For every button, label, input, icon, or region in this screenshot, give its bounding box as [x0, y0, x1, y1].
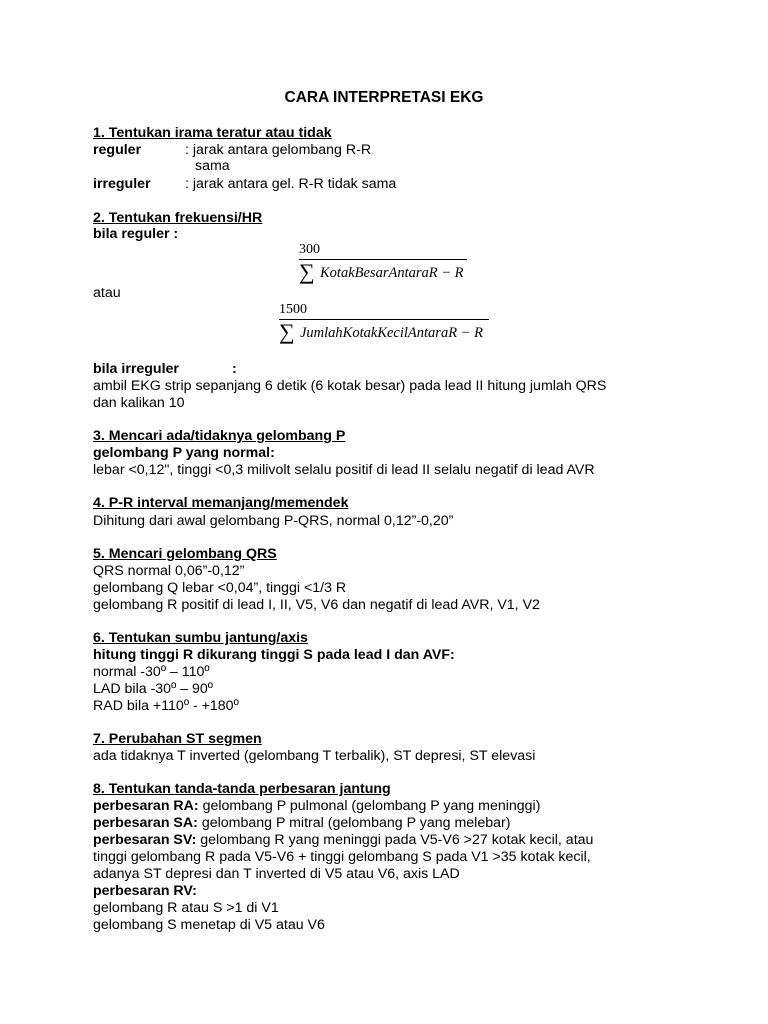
- perbesaran-sv-text: gelombang R yang meninggi pada V5-V6 >27 kotak kecil, atau: [196, 832, 594, 848]
- perbesaran-sa-text: gelombang P mitral (gelombang P yang melebar): [197, 815, 511, 831]
- perbesaran-sv-label: perbesaran SV:: [93, 832, 197, 848]
- section-3-heading: 3. Mencari ada/tidaknya gelombang P: [93, 428, 346, 444]
- section-2-heading: 2. Tentukan frekuensi/HR: [93, 210, 263, 226]
- irreguler-instruction-2: dan kalikan 10: [93, 395, 185, 411]
- section-7-text: ada tidaknya T inverted (gelombang T terbalik), ST depresi, ST elevasi: [93, 748, 536, 764]
- formula-300-sigma: ∑: [299, 259, 315, 284]
- perbesaran-rv-label: perbesaran RV:: [93, 883, 197, 899]
- section-3-subheading: gelombang P yang normal:: [93, 445, 275, 461]
- formula-300-denominator: KotakBesarAntaraR − R: [320, 265, 464, 281]
- bila-irreguler-label: bila irreguler: [93, 361, 179, 377]
- irreguler-text: : jarak antara gel. R-R tidak sama: [185, 176, 397, 192]
- section-7-heading: 7. Perubahan ST segmen: [93, 731, 262, 747]
- perbesaran-sv-line-2: tinggi gelombang R pada V5-V6 + tinggi gelombang S pada V1 >35 kotak kecil,: [93, 849, 591, 865]
- perbesaran-ra-line: [93, 798, 540, 815]
- perbesaran-rv-line-2: gelombang S menetap di V5 atau V6: [93, 917, 325, 933]
- reguler-text: : jarak antara gelombang R-R: [185, 142, 372, 158]
- atau-text: atau: [93, 285, 121, 301]
- section-1-heading: 1. Tentukan irama teratur atau tidak: [93, 125, 332, 141]
- irreguler-label: irreguler: [93, 176, 151, 192]
- section-4-text: Dihitung dari awal gelombang P-QRS, normal 0,12”-0,20”: [93, 513, 454, 529]
- perbesaran-sv-line-3: adanya ST depresi dan T inverted di V5 atau V6, axis LAD: [93, 866, 460, 882]
- section-6-line-3: RAD bila +110º - +180º: [93, 698, 239, 714]
- section-5-line-2: gelombang Q lebar <0,04”, tinggi <1/3 R: [93, 580, 347, 596]
- perbesaran-sv-line: [93, 832, 593, 849]
- reguler-text-cont: sama: [195, 158, 230, 174]
- formula-1500-sigma: ∑: [279, 319, 295, 344]
- bila-reguler-label: bila reguler :: [93, 226, 179, 242]
- perbesaran-sa-label: perbesaran SA:: [93, 815, 198, 831]
- section-5-line-3: gelombang R positif di lead I, II, V5, V6 dan negatif di lead AVR, V1, V2: [93, 597, 540, 613]
- formula-300-fraction-bar: [299, 259, 467, 260]
- formula-1500-fraction-bar: [279, 319, 489, 320]
- section-4-heading: 4. P-R interval memanjang/memendek: [93, 495, 349, 511]
- section-6-line-1: normal -30º – 110º: [93, 664, 210, 680]
- formula-300-numerator: 300: [299, 242, 320, 257]
- section-5-heading: 5. Mencari gelombang QRS: [93, 546, 277, 562]
- section-6-line-2: LAD bila -30º – 90º: [93, 681, 213, 697]
- irreguler-instruction-1: ambil EKG strip sepanjang 6 detik (6 kotak besar) pada lead II hitung jumlah QRS: [93, 378, 607, 394]
- section-6-subheading: hitung tinggi R dikurang tinggi S pada lead I dan AVF:: [93, 647, 455, 663]
- perbesaran-ra-text: gelombang P pulmonal (gelombang P yang meninggi): [198, 798, 541, 814]
- section-5-line-1: QRS normal 0,06”-0,12”: [93, 563, 245, 579]
- formula-1500-numerator: 1500: [279, 302, 307, 317]
- section-6-heading: 6. Tentukan sumbu jantung/axis: [93, 630, 308, 646]
- document-title: CARA INTERPRETASI EKG: [284, 89, 484, 106]
- perbesaran-sa-line: [93, 815, 510, 832]
- perbesaran-ra-label: perbesaran RA:: [93, 798, 199, 814]
- section-3-text: lebar <0,12", tinggi <0,3 milivolt selalu positif di lead II selalu negatif di lead AVR: [93, 462, 595, 478]
- formula-1500-denominator: JumlahKotakKecilAntaraR − R: [300, 325, 483, 341]
- bila-irreguler-colon: :: [232, 361, 237, 377]
- reguler-label: reguler: [93, 142, 142, 158]
- section-8-heading: 8. Tentukan tanda-tanda perbesaran jantung: [93, 781, 391, 797]
- perbesaran-rv-line-1: gelombang R atau S >1 di V1: [93, 900, 279, 916]
